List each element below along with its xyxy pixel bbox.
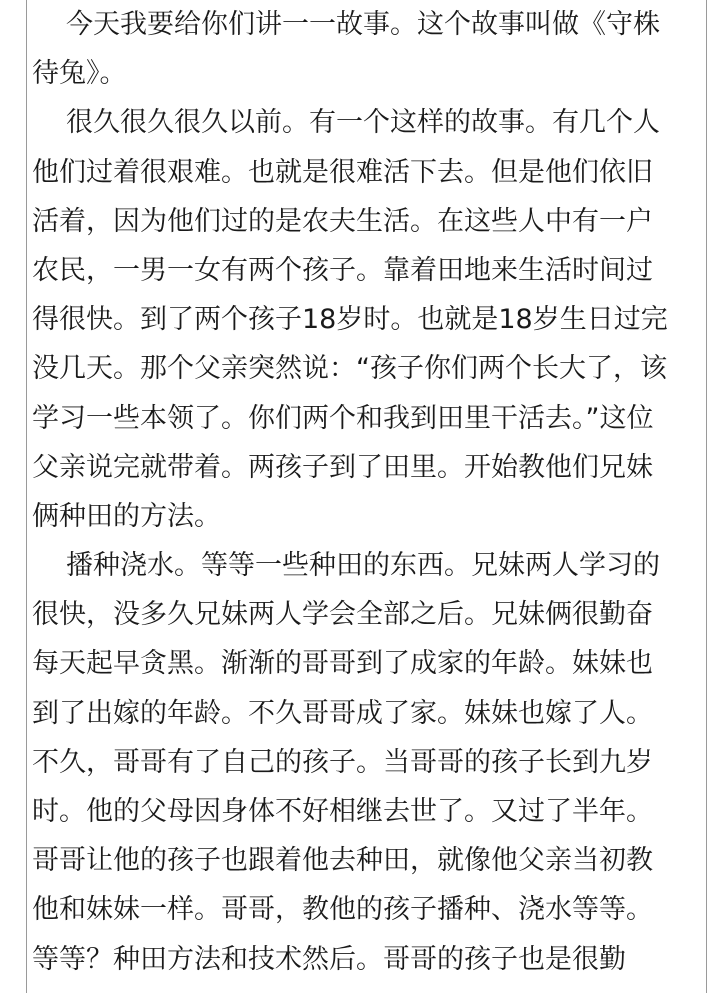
paragraph-3-line-6: 时。他的父母因身体不好相继去世了。又过了半年。 [32,796,653,827]
right-margin-rule [706,0,707,993]
left-margin-rule [26,0,27,993]
paragraph-3-line-4: 到了出嫁的年龄。不久哥哥成了家。妹妹也嫁了人。 [32,697,653,729]
paragraph-1-line-1: 今天我要给你们讲一一故事。这个故事叫做《守株 [66,9,660,40]
paragraph-2-line-7: 学习一些本领了。你们两个和我到田里干活去。”这位 [32,402,654,434]
paragraph-2-line-3: 活着，因为他们过的是农夫生活。在这些人中有一户 [32,205,653,237]
paragraph-3-line-2: 很快，没多久兄妹两人学会全部之后。兄妹俩很勤奋 [32,599,653,631]
paragraph-1-line-2: 待兔》。 [32,58,127,90]
paragraph-2-line-6: 没几天。那个父亲突然说：“孩子你们两个长大了，该 [32,353,667,385]
paragraph-3-line-1: 播种浇水。等等一些种田的东西。兄妹两人学习的 [66,550,660,582]
paragraph-3-line-3: 每天起早贪黑。渐渐的哥哥到了成家的年龄。妹妹也 [32,648,653,680]
paragraph-2-line-5: 得很快。到了两个孩子18岁时。也就是18岁生日过完 [32,304,668,336]
paragraph-3-line-9: 等等？种田方法和技术然后。哥哥的孩子也是很勤 [32,943,626,975]
paragraph-2-line-9: 俩种田的方法。 [32,500,221,532]
paragraph-3-line-5: 不久，哥哥有了自己的孩子。当哥哥的孩子长到九岁 [32,746,653,778]
paragraph-2-line-1: 很久很久很久以前。有一个这样的故事。有几个人 [66,107,660,139]
paragraph-3-line-8: 他和妹妹一样。哥哥，教他的孩子播种、浇水等等。 [32,894,653,926]
paragraph-2-line-2: 他们过着很艰难。也就是很难活下去。但是他们依旧 [32,156,653,188]
document-body [32,0,702,984]
paragraph-2-line-4: 农民，一男一女有两个孩子。靠着田地来生活时间过 [32,254,653,286]
paragraph-3-line-7: 哥哥让他的孩子也跟着他去种田，就像他父亲当初教 [32,845,653,877]
paragraph-2-line-8: 父亲说完就带着。两孩子到了田里。开始教他们兄妹 [32,451,653,483]
